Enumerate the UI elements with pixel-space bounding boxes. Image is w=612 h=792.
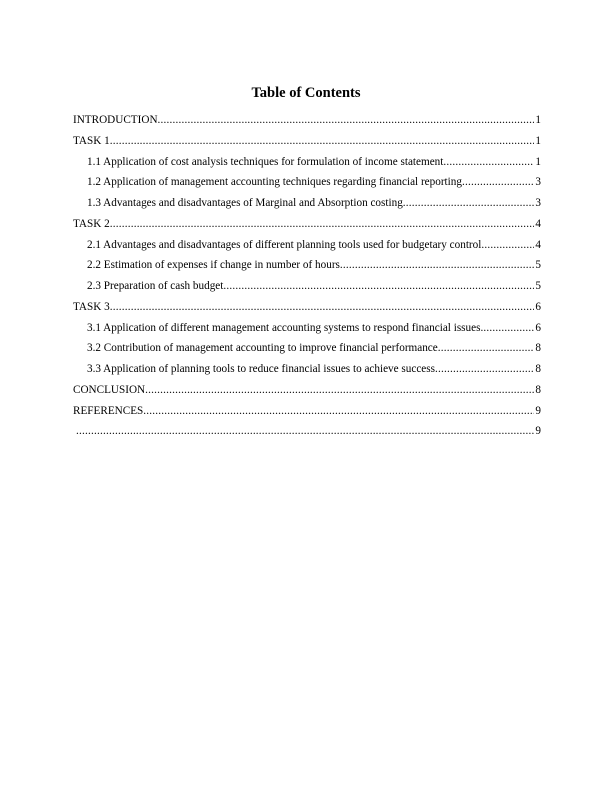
toc-page-number: 3: [535, 197, 541, 209]
toc-entry-text: 2.3 Preparation of cash budget: [87, 280, 224, 292]
toc-entry[interactable]: [73, 175, 541, 196]
toc-page-number: 6: [535, 321, 541, 334]
toc-dot-leader: [110, 300, 535, 314]
toc-dot-leader: [438, 341, 535, 355]
toc-dot-leader: [145, 383, 534, 397]
toc-entry-text: CONCLUSION: [73, 383, 146, 396]
toc-dot-leader: [110, 134, 535, 148]
toc-page-number: 6: [535, 300, 541, 313]
toc-page-number: 4: [535, 217, 541, 230]
toc-dot-leader: [223, 279, 534, 293]
toc-entry[interactable]: [73, 362, 541, 383]
toc-entry-text: TASK 1: [73, 134, 110, 147]
toc-list: [73, 113, 541, 445]
toc-entry-text: 1.1 Application of cost analysis techniques for formulation of income statement: [87, 155, 444, 168]
toc-entry[interactable]: [73, 383, 541, 404]
toc-dot-leader: [435, 362, 534, 376]
toc-dot-leader: [143, 404, 534, 418]
toc-entry-text: 3.1 Application of different management accounting systems to respond financial issues: [87, 321, 481, 334]
toc-entry[interactable]: [73, 238, 541, 259]
toc-dot-leader: [443, 155, 534, 169]
toc-entry[interactable]: [73, 424, 541, 445]
toc-dot-leader: [110, 217, 535, 231]
toc-page-number: 8: [535, 383, 541, 396]
toc-page-number: 5: [535, 259, 541, 272]
toc-entry[interactable]: [73, 113, 541, 134]
toc-entry[interactable]: [73, 341, 541, 362]
toc-entry-text: 3.2 Contribution of management accounting to improve financial performance: [87, 342, 438, 355]
toc-page-number: 3: [535, 176, 541, 189]
toc-dot-leader: [481, 238, 534, 252]
toc-entry[interactable]: [73, 321, 541, 342]
toc-dot-leader: [158, 113, 535, 127]
toc-page-number: 1: [535, 134, 541, 147]
toc-dot-leader: [480, 321, 534, 335]
toc-entry[interactable]: [73, 258, 541, 279]
toc-dot-leader: [462, 175, 534, 189]
toc-entry[interactable]: [73, 217, 541, 238]
toc-entry-text: TASK 2: [73, 217, 110, 230]
toc-title: Table of Contents: [251, 85, 361, 101]
toc-entry[interactable]: [73, 155, 541, 176]
toc-dot-leader: [403, 196, 535, 210]
toc-entry-text: 2.2 Estimation of expenses if change in number of hours: [87, 259, 340, 272]
toc-page-number: 1: [535, 155, 541, 168]
toc-page-number: 5: [535, 280, 541, 292]
toc-entry[interactable]: [73, 279, 541, 300]
toc-dot-leader: [76, 424, 534, 438]
toc-page-number: 4: [535, 238, 541, 251]
toc-page-number: 9: [535, 404, 541, 417]
toc-entry[interactable]: [73, 134, 541, 155]
toc-entry-text: 1.2 Application of management accounting techniques regarding financial reporting: [87, 176, 462, 189]
toc-entry-text: INTRODUCTION: [73, 114, 158, 126]
toc-entry-text: TASK 3: [73, 300, 110, 313]
toc-page-number: 1: [535, 114, 541, 126]
toc-entry-text: 1.3 Advantages and disadvantages of Marginal and Absorption costing: [87, 197, 403, 209]
toc-entry[interactable]: [73, 300, 541, 321]
toc-entry[interactable]: [73, 404, 541, 425]
toc-entry-text: 2.1 Advantages and disadvantages of different planning tools used for budgetary control: [87, 238, 482, 251]
toc-entry-text: 3.3 Application of planning tools to reduce financial issues to achieve success: [87, 363, 435, 375]
toc-page-number: 8: [535, 363, 541, 375]
toc-entry[interactable]: [73, 196, 541, 217]
toc-page-number: 9: [535, 425, 541, 438]
toc-page-number: 8: [535, 342, 541, 355]
toc-entry-text: REFERENCES: [73, 404, 144, 417]
toc-dot-leader: [340, 258, 535, 272]
